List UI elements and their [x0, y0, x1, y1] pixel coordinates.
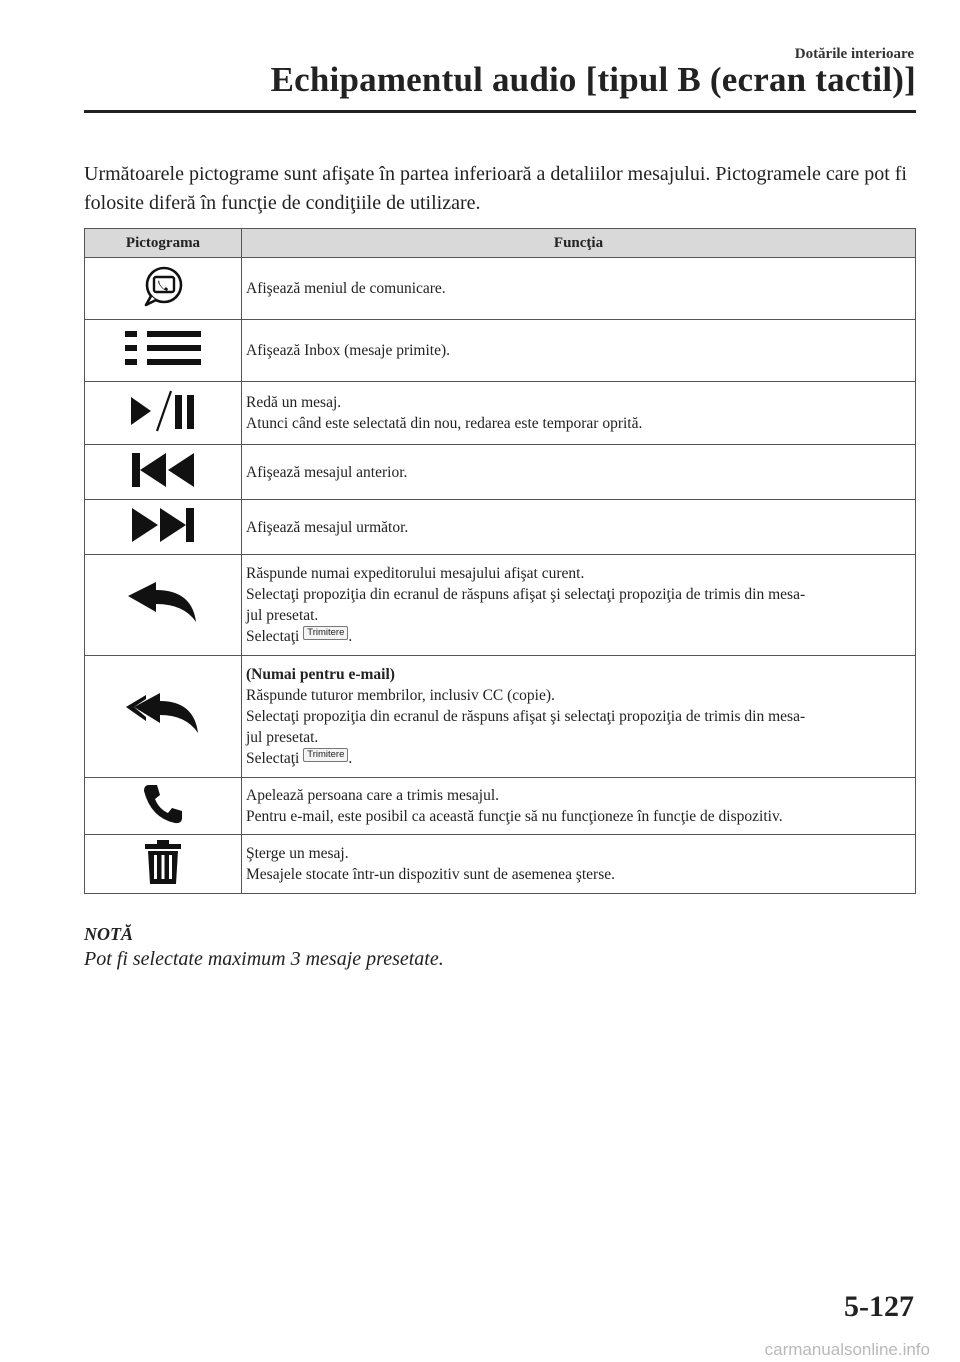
icon-cell	[85, 656, 242, 778]
column-header-icon: Pictograma	[85, 229, 242, 258]
table-row	[85, 555, 916, 656]
icon-cell	[85, 382, 242, 445]
chapter-title: Echipamentul audio [tipul B (ecran tactil)]	[270, 60, 916, 99]
table-header-row	[85, 229, 916, 258]
description-cell	[242, 656, 916, 778]
description-line: Afişează Inbox (mesaje primite).	[246, 342, 450, 359]
table-row	[85, 445, 916, 500]
description-line: Redă un mesaj.	[246, 394, 342, 411]
description-line: jul presetat.	[246, 729, 319, 746]
play-pause-icon	[127, 387, 199, 440]
next-track-icon	[130, 506, 196, 549]
column-header-function: Funcţia	[242, 229, 916, 258]
table-row	[85, 382, 916, 445]
description-line: Răspunde numai expeditorului mesajului afişat curent.	[246, 565, 585, 582]
select-suffix: .	[348, 628, 353, 645]
send-button[interactable]: Trimitere	[303, 626, 348, 640]
description-line: Afişează mesajul următor.	[246, 518, 409, 536]
icon-cell	[85, 555, 242, 656]
icon-cell	[85, 778, 242, 835]
description-line: Afişează mesajul anterior.	[246, 463, 408, 481]
table-row	[85, 258, 916, 320]
description-line: Mesajele stocate într-un dispozitiv sunt de asemenea şterse.	[246, 866, 615, 883]
note-text: Pot fi selectate maximum 3 mesaje presetate.	[84, 948, 444, 970]
communication-icon	[141, 264, 185, 313]
description-line: Atunci când este selectată din nou, redarea este temporar oprită.	[246, 415, 643, 432]
select-suffix: .	[348, 750, 353, 767]
description-line: Răspunde tuturor membrilor, inclusiv CC (copie).	[246, 687, 555, 704]
description-cell	[242, 555, 916, 656]
intro-paragraph: Următoarele pictograme sunt afişate în partea inferioară a detaliilor mesajului. Pictogramele care pot fi folosite diferă în funcţie de condiţiile de utilizare.	[84, 163, 907, 214]
email-only-label: (Numai pentru e-mail)	[246, 666, 395, 683]
icon-cell	[85, 320, 242, 382]
select-prefix: Selectaţi	[246, 628, 300, 645]
select-instruction	[246, 626, 909, 647]
icon-cell	[85, 835, 242, 894]
description-cell	[242, 320, 916, 382]
description-line: Afişează meniul de comunicare.	[246, 280, 446, 297]
description-cell	[242, 835, 916, 894]
previous-track-icon	[130, 451, 196, 494]
description-line: Selectaţi propoziţia din ecranul de răspuns afişat şi selectaţi propoziţia de trimis din mesa-	[246, 708, 806, 725]
phone-icon	[141, 782, 185, 831]
icon-cell	[85, 500, 242, 555]
description-cell	[242, 445, 916, 500]
description-line: Apelează persoana care a trimis mesajul.	[246, 787, 500, 804]
reply-icon	[126, 580, 200, 631]
description-cell	[242, 258, 916, 320]
description-cell	[242, 500, 916, 555]
section-label: Dotările interioare	[794, 46, 914, 62]
send-button[interactable]: Trimitere	[303, 748, 348, 762]
watermark: carmanualsonline.info	[764, 1340, 930, 1359]
description-line: jul presetat.	[246, 607, 319, 624]
description-cell	[242, 382, 916, 445]
icon-function-table	[84, 228, 916, 894]
table-row	[85, 320, 916, 382]
reply-all-icon	[124, 691, 202, 742]
page-number: 5-127	[844, 1290, 914, 1323]
description-line: Şterge un mesaj.	[246, 845, 349, 862]
note-title: NOTĂ	[84, 924, 133, 944]
select-instruction	[246, 748, 909, 769]
table-row	[85, 778, 916, 835]
description-cell	[242, 778, 916, 835]
list-icon	[123, 328, 203, 373]
header-rule	[84, 110, 916, 113]
trash-icon	[143, 839, 183, 890]
select-prefix: Selectaţi	[246, 750, 300, 767]
description-line: Selectaţi propoziţia din ecranul de răspuns afişat şi selectaţi propoziţia de trimis din mesa-	[246, 586, 806, 603]
description-line: Pentru e-mail, este posibil ca această funcţie să nu funcţioneze în funcţie de dispozitiv.	[246, 808, 783, 825]
icon-cell	[85, 258, 242, 320]
icon-cell	[85, 445, 242, 500]
table-row	[85, 500, 916, 555]
table-row	[85, 656, 916, 778]
table-row	[85, 835, 916, 894]
